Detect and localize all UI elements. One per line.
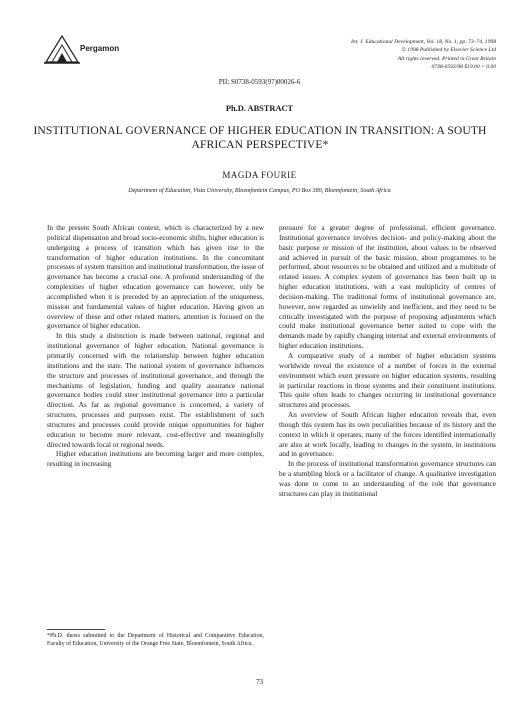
article-title: INSTITUTIONAL GOVERNANCE OF HIGHER EDUCATION IN TRANSITION: A SOUTH AFRICAN PERSPECTIVE* (33, 124, 487, 151)
paragraph: In the present South African context, which is characterized by a new political dispensation and broad socio-economic shifts, higher education is undergoing a process of transition which has given rise to the transformation of higher education institutions. In the concomitant processes of system transition and institutional transformation, the issue of governance has become a crucial one. A profound understanding of the complexities of higher education governance can however, only be accomplished when it is preceded by an appreciation of the uniqueness, mission and fundamental values of higher education. Having given an overview of these and other related matters, attention is focused on the governance of higher education. (47, 224, 264, 331)
journal-line: 0738-0593/98 $19.00 + 0.00 (431, 63, 496, 70)
paragraph: In the process of institutional transformation governance structures can be a stumbling block or a facilitator of change. A qualitative investigation was done to come to an understanding of the role that governance structures can play in institutional (279, 460, 496, 498)
paragraph: A comparative study of a number of higher education systems worldwide reveal the existence of a number of forces in the external environment which exert pressure on higher education systems, resulting in particular reactions in those systems and their constituent institutions. This quite often leads to changes occurring in institutional governance structures and processes. (279, 351, 496, 410)
footnote-divider (47, 629, 105, 630)
footnote: *Ph.D. thesis submitted to the Department of Historical and Comparative Education, Faculty of Education, University of the Orange Free State, Bloemfontein, South Africa. (47, 633, 264, 647)
journal-citation (286, 38, 496, 71)
author-affiliation: Department of Education, Vista University, Bloemfontein Campus, PO Box 380, Bloemfontein, South Africa (128, 188, 391, 194)
author-name: MAGDA FOURIE (222, 170, 297, 180)
body-column-right (279, 224, 496, 500)
article-type-label: Ph.D. ABSTRACT (225, 104, 294, 113)
page-number: 73 (256, 678, 263, 686)
pii-identifier: PII: S0738-0593(97)00026-6 (218, 78, 301, 86)
journal-line: © 1998 Published by Elsevier Science Ltd (401, 47, 496, 54)
paragraph: An overview of South African higher education reveals that, even though this system has its own peculiarities because of its history and the context in which it operates, many of the forces identified internationally are also at work locally, leading to changes in the system, in institutions and in governance. (279, 411, 496, 459)
publisher-name: Pergamon (80, 44, 120, 53)
paragraph: In this study a distinction is made between national, regional and institutional governance of higher education. National governance is primarily concerned with the relationship between higher education institutions and the state. The national system of governance influences the structure and processes of institutional governance, and through the mechanisms of legislation, funding and quality assurance national governance bodies could steer institutional governance into a particular direction. As far as regional governance is concerned, a variety of structures, processes and purposes exist. The establishment of such structures and processes could provide unique opportunities for higher education to become more relevant, cost-effective and meaningfully directed towards local or regional needs. (47, 332, 264, 449)
paragraph: pressure for a greater degree of professional, efficient governance. Institutional governance involves decision- and policy-making about the basic purpose or mission of the institution, about values to be observed and achieved in pursuit of the basic mission, about programmes to be performed, about resources to be obtained and utilized and a multitude of related issues. A complex system of governance has been built up in higher education institutions, with a vast multiplicity of centres of decision-making. The traditional forms of institutional governance are, however, now regarded as unwieldy and inefficient, and they need to be critically investigated with the purpose of proposing adjustments which could make institutional governance better suited to cope with the demands made by rapidly changing internal and external environments of higher education institutions. (279, 224, 496, 351)
journal-line: All rights reserved. Printed in Great Britain (397, 55, 496, 62)
journal-line: Int. J. Educational Development, Vol. 18, No. 1, pp. 73–74, 1998 (351, 39, 496, 45)
paragraph: Higher education institutions are becoming larger and more complex, resulting in increasing (47, 450, 264, 469)
body-column-left (47, 224, 264, 470)
pergamon-logo-icon (40, 32, 84, 66)
